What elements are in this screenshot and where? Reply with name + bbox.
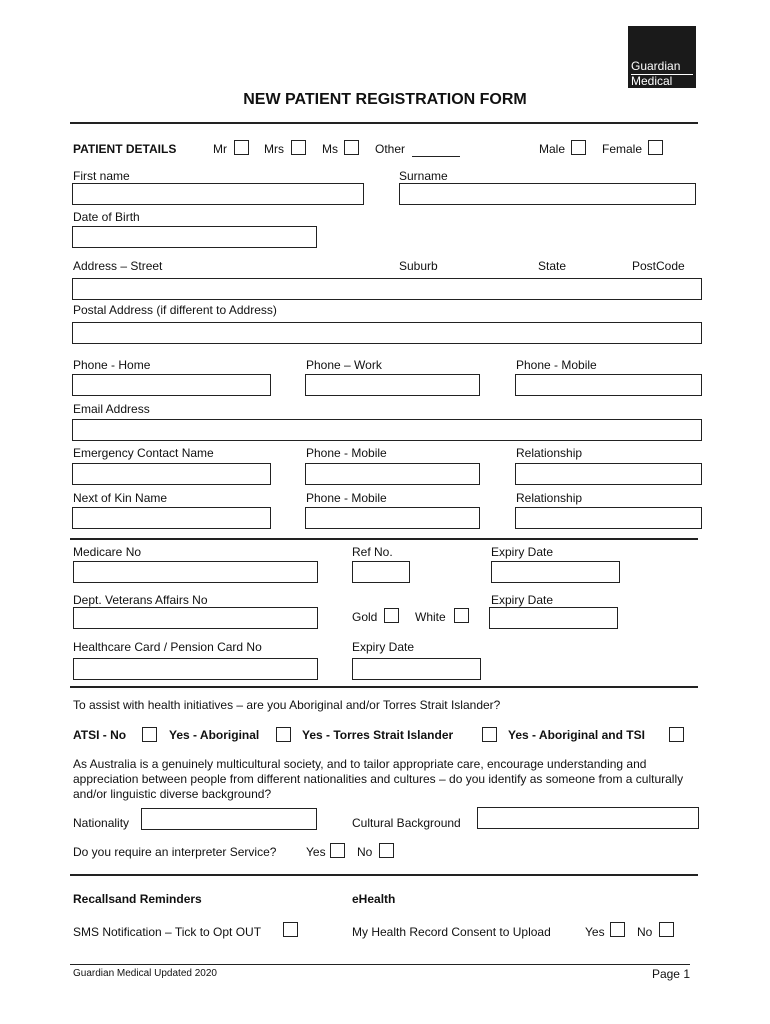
- postal-address-field[interactable]: [72, 322, 702, 344]
- kin-mobile-label: Phone - Mobile: [306, 491, 387, 505]
- kin-name-field[interactable]: [72, 507, 271, 529]
- gender-female-checkbox[interactable]: [648, 140, 663, 155]
- state-label: State: [538, 259, 567, 273]
- interpreter-yes-checkbox[interactable]: [330, 843, 345, 858]
- healthcare-expiry-label: Expiry Date: [352, 640, 415, 654]
- atsi-no-label: ATSI - No: [73, 728, 127, 742]
- atsi-aboriginal-checkbox[interactable]: [276, 727, 291, 742]
- logo-line-2: Medical: [631, 74, 693, 88]
- cultural-background-label: Cultural Background: [352, 816, 461, 830]
- kin-name-label: Next of Kin Name: [73, 491, 168, 505]
- atsi-question: To assist with health initiatives – are you Aboriginal and/or Torres Strait Islander?: [73, 698, 501, 712]
- footer-updated: Guardian Medical Updated 2020: [73, 968, 217, 979]
- title-other-label: Other: [375, 142, 406, 156]
- medicare-expiry-field[interactable]: [491, 561, 620, 583]
- title-ms-label: Ms: [322, 142, 338, 156]
- surname-field[interactable]: [399, 183, 696, 205]
- interpreter-no-checkbox[interactable]: [379, 843, 394, 858]
- title-ms-checkbox[interactable]: [344, 140, 359, 155]
- interpreter-yes-label: Yes: [306, 845, 326, 859]
- phone-home-field[interactable]: [72, 374, 271, 396]
- dob-label: Date of Birth: [73, 210, 140, 224]
- title-other-line[interactable]: [412, 156, 460, 157]
- email-field[interactable]: [72, 419, 702, 441]
- gender-female-label: Female: [602, 142, 643, 156]
- divider-top: [70, 122, 698, 124]
- atsi-both-checkbox[interactable]: [669, 727, 684, 742]
- postal-address-label: Postal Address (if different to Address): [73, 303, 277, 317]
- medicare-no-label: Medicare No: [73, 545, 142, 559]
- dob-field[interactable]: [72, 226, 317, 248]
- consent-yes-label: Yes: [585, 925, 605, 939]
- atsi-aboriginal-label: Yes - Aboriginal: [169, 728, 260, 742]
- cultural-paragraph: As Australia is a genuinely multicultural society, and to tailor appropriate care, encourage understanding and appreciation between people from different nationalities and cultures – do you identify as someone from a culturally and/or linguistic diverse background?: [73, 757, 684, 801]
- interpreter-no-label: No: [357, 845, 373, 859]
- phone-home-label: Phone - Home: [73, 358, 151, 372]
- white-label: White: [415, 610, 446, 624]
- divider-reminders: [70, 874, 698, 876]
- ref-no-label: Ref No.: [352, 545, 393, 559]
- consent-yes-checkbox[interactable]: [610, 922, 625, 937]
- gender-male-checkbox[interactable]: [571, 140, 586, 155]
- ehealth-heading: eHealth: [352, 892, 396, 906]
- dva-no-field[interactable]: [73, 607, 318, 629]
- phone-work-field[interactable]: [305, 374, 480, 396]
- atsi-tsi-checkbox[interactable]: [482, 727, 497, 742]
- white-checkbox[interactable]: [454, 608, 469, 623]
- kin-relationship-label: Relationship: [516, 491, 583, 505]
- gold-checkbox[interactable]: [384, 608, 399, 623]
- emergency-relationship-field[interactable]: [515, 463, 702, 485]
- street-label: Address – Street: [73, 259, 163, 273]
- emergency-relationship-label: Relationship: [516, 446, 583, 460]
- patient-details-heading: PATIENT DETAILS: [73, 142, 177, 156]
- ref-no-field[interactable]: [352, 561, 410, 583]
- first-name-field[interactable]: [72, 183, 364, 205]
- dva-no-label: Dept. Veterans Affairs No: [73, 593, 208, 607]
- consent-no-label: No: [637, 925, 653, 939]
- healthcare-expiry-field[interactable]: [352, 658, 481, 680]
- divider-medicare: [70, 538, 698, 540]
- kin-mobile-field[interactable]: [305, 507, 480, 529]
- title-mrs-label: Mrs: [264, 142, 284, 156]
- gender-male-label: Male: [539, 142, 566, 156]
- kin-relationship-field[interactable]: [515, 507, 702, 529]
- atsi-no-checkbox[interactable]: [142, 727, 157, 742]
- postcode-label: PostCode: [632, 259, 685, 273]
- title-mrs-checkbox[interactable]: [291, 140, 306, 155]
- nationality-label: Nationality: [73, 816, 130, 830]
- surname-label: Surname: [399, 169, 448, 183]
- sms-optout-label: SMS Notification – Tick to Opt OUT: [73, 925, 262, 939]
- nationality-field[interactable]: [141, 808, 317, 830]
- medicare-expiry-label: Expiry Date: [491, 545, 554, 559]
- health-record-consent-label: My Health Record Consent to Upload: [352, 925, 551, 939]
- title-mr-label: Mr: [213, 142, 227, 156]
- gold-label: Gold: [352, 610, 378, 624]
- sms-optout-checkbox[interactable]: [283, 922, 298, 937]
- address-field[interactable]: [72, 278, 702, 300]
- emergency-name-field[interactable]: [72, 463, 271, 485]
- emergency-mobile-field[interactable]: [305, 463, 480, 485]
- atsi-both-label: Yes - Aboriginal and TSI: [508, 728, 645, 742]
- dva-expiry-label: Expiry Date: [491, 593, 554, 607]
- phone-mobile-field[interactable]: [515, 374, 702, 396]
- phone-mobile-label: Phone - Mobile: [516, 358, 597, 372]
- title-mr-checkbox[interactable]: [234, 140, 249, 155]
- first-name-label: First name: [73, 169, 130, 183]
- medicare-no-field[interactable]: [73, 561, 318, 583]
- healthcare-card-field[interactable]: [73, 658, 318, 680]
- interpreter-question: Do you require an interpreter Service?: [73, 845, 277, 859]
- form-title: NEW PATIENT REGISTRATION FORM: [243, 91, 527, 108]
- phone-work-label: Phone – Work: [306, 358, 382, 372]
- reminders-heading: Recallsand Reminders: [73, 892, 202, 906]
- email-label: Email Address: [73, 402, 150, 416]
- emergency-name-label: Emergency Contact Name: [73, 446, 214, 460]
- healthcare-card-label: Healthcare Card / Pension Card No: [73, 640, 262, 654]
- divider-atsi: [70, 686, 698, 688]
- footer-divider: [70, 964, 690, 965]
- guardian-medical-logo: [628, 26, 696, 88]
- consent-no-checkbox[interactable]: [659, 922, 674, 937]
- logo-line-1: Guardian: [631, 59, 681, 73]
- cultural-background-field[interactable]: [477, 807, 699, 829]
- footer-page-number: Page 1: [651, 967, 690, 981]
- atsi-tsi-label: Yes - Torres Strait Islander: [302, 728, 454, 742]
- emergency-mobile-label: Phone - Mobile: [306, 446, 387, 460]
- dva-expiry-field[interactable]: [489, 607, 618, 629]
- suburb-label: Suburb: [399, 259, 438, 273]
